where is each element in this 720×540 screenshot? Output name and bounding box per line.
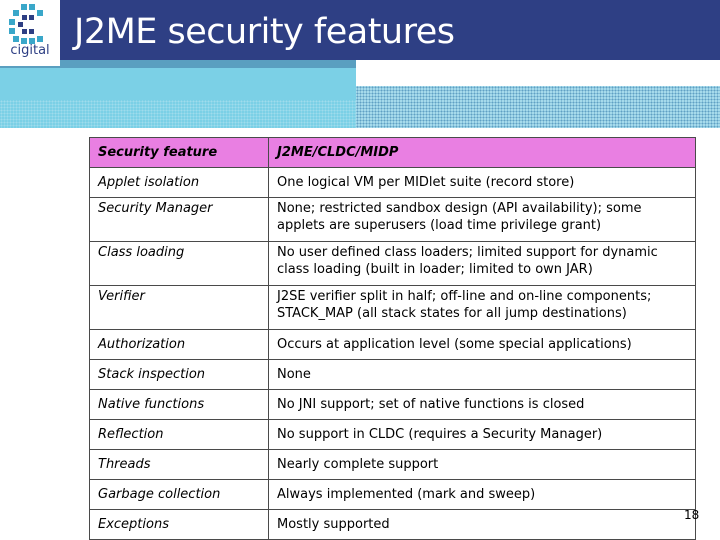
table-row [90,450,696,480]
feature-cell: Threads [90,450,269,480]
table-row [90,168,696,198]
table-row [90,480,696,510]
value-cell: None; restricted sandbox design (API availability); some applets are superusers (load time privilege grant) [269,198,696,242]
value-cell: One logical VM per MIDlet suite (record store) [269,168,696,198]
feature-cell: Applet isolation [90,168,269,198]
table-row [90,360,696,390]
slide-title: J2ME security features [74,12,455,52]
table-row [90,390,696,420]
value-cell: J2SE verifier split in half; off-line and on-line components; STACK_MAP (all stack states for all jump destinations) [269,286,696,330]
logo-text: cigital [10,43,50,58]
feature-cell: Verifier [90,286,269,330]
feature-cell: Reflection [90,420,269,450]
logo [0,0,60,66]
security-features-table [89,137,696,540]
value-cell: No user defined class loaders; limited support for dynamic class loading (built in loader; limited to own JAR) [269,242,696,286]
feature-cell: Security Manager [90,198,269,242]
feature-cell: Exceptions [90,510,269,540]
table-header-row [90,138,696,168]
table-row [90,510,696,540]
feature-cell: Authorization [90,330,269,360]
table-row [90,420,696,450]
value-cell: None [269,360,696,390]
table-row [90,286,696,330]
value-cell: Always implemented (mark and sweep) [269,480,696,510]
value-cell: No support in CLDC (requires a Security Manager) [269,420,696,450]
value-cell: Mostly supported [269,510,696,540]
table-row [90,198,696,242]
feature-cell: Class loading [90,242,269,286]
column-header-feature: Security feature [90,138,269,168]
page-number: 18 [684,508,700,522]
value-cell: No JNI support; set of native functions is closed [269,390,696,420]
feature-cell: Stack inspection [90,360,269,390]
value-cell: Occurs at application level (some special applications) [269,330,696,360]
table-row [90,242,696,286]
value-cell: Nearly complete support [269,450,696,480]
feature-cell: Native functions [90,390,269,420]
accent-dither-left [0,100,356,128]
table-row [90,330,696,360]
accent-dither-strip [356,86,720,128]
column-header-j2me: J2ME/CLDC/MIDP [269,138,696,168]
logo-mark-icon [9,4,51,44]
feature-cell: Garbage collection [90,480,269,510]
